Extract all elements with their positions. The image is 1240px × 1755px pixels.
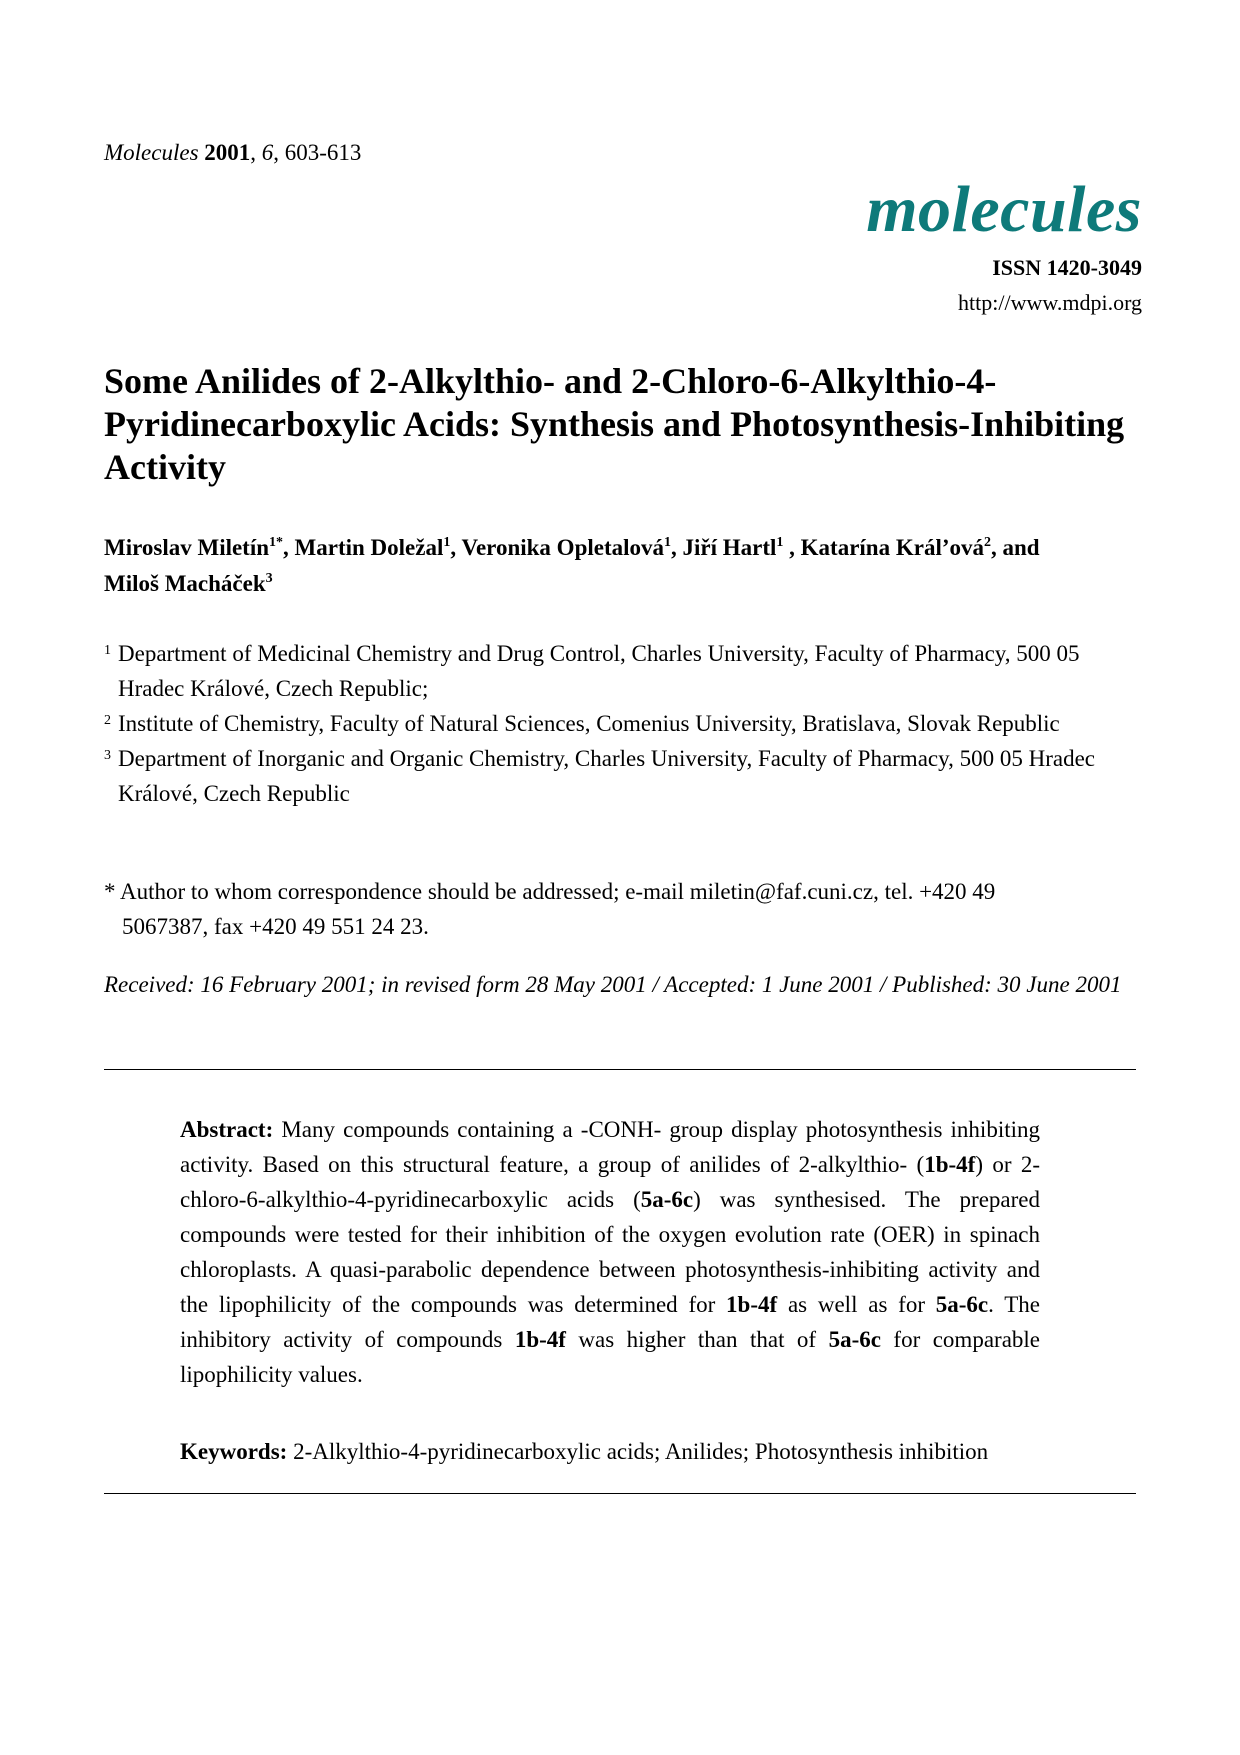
affiliation-number: 1: [104, 643, 111, 658]
affiliation-list: [104, 636, 1144, 811]
author: Jiří Hartl: [682, 535, 777, 560]
affiliation-text: Institute of Chemistry, Faculty of Natural Sciences, Comenius University, Bratislava, Slovak Republic: [118, 711, 1060, 736]
journal-url[interactable]: http://www.mdpi.org: [958, 290, 1142, 315]
author-separator: ,: [671, 535, 683, 560]
issn: ISSN 1420-3049: [992, 255, 1142, 280]
correspondence-line: * Author to whom correspondence should be addressed; e-mail miletin@faf.cuni.cz, tel. +420 49: [104, 879, 996, 904]
author: Veronika Opletalová: [461, 535, 665, 560]
compound-ref: 5a-6c: [640, 1187, 694, 1212]
correspondence-line: 5067387, fax +420 49 551 24 23.: [122, 914, 429, 939]
journal-year: 2001: [204, 140, 251, 165]
publication-dates: Received: 16 February 2001; in revised form 28 May 2001 / Accepted: 1 June 2001 / Published: 30 June 2001: [104, 972, 1122, 997]
abstract-text: was higher than that of: [565, 1327, 829, 1352]
journal-name: Molecules: [104, 140, 199, 165]
compound-ref: 1b-4f: [514, 1327, 566, 1352]
author-separator: ,: [450, 535, 462, 560]
author-separator: ,: [283, 535, 295, 560]
abstract-text: for comparable lipophilicity values.: [180, 1327, 1040, 1387]
journal-volume: 6: [261, 140, 274, 165]
affiliation: [104, 741, 1144, 811]
author-affiliation-marker: 1: [664, 535, 672, 550]
affiliation: [104, 636, 1144, 706]
abstract-text: . The inhibitory activity of compounds: [180, 1292, 1041, 1352]
divider: [104, 1493, 1136, 1494]
journal-pages: , 603-613: [273, 140, 362, 165]
author-separator: , and: [991, 535, 1040, 560]
keywords-label: Keywords:: [180, 1439, 288, 1464]
abstract-text: as well as for: [777, 1292, 936, 1317]
affiliation-number: 2: [104, 713, 111, 728]
author-affiliation-marker: 1: [443, 535, 451, 550]
author-affiliation-marker: 2: [984, 535, 991, 550]
compound-ref: 1b-4f: [924, 1152, 976, 1177]
abstract-text: Many compounds containing a -CONH- group display photosynthesis inhibiting activity. Based on this structural feature, a group of anilides of 2-alkylthio- (: [180, 1117, 1040, 1177]
abstract-text: ) was synthesised. The prepared compounds were tested for their inhibition of the oxygen evolution rate (OER) in spinach chloroplasts. A quasi-parabolic dependence between photosynthesis-inhibiting activity and the lipophilicity of the compounds was determined for: [180, 1187, 1040, 1317]
keywords-text: 2-Alkylthio-4-pyridinecarboxylic acids; Anilides; Photosynthesis inhibition: [287, 1439, 989, 1464]
author: Miroslav Miletín: [104, 535, 270, 560]
abstract-text: ) or 2-chloro-6-alkylthio-4-pyridinecarboxylic acids (: [180, 1152, 1040, 1212]
article-title: Some Anilides of 2-Alkylthio- and 2-Chloro-6-Alkylthio-4-Pyridinecarboxylic Acids: Synthesis and Photosynthesis-Inhibiting Activity: [104, 361, 1125, 487]
author-list: [104, 530, 1144, 602]
affiliation-text: Department of Medicinal Chemistry and Drug Control, Charles University, Faculty of Pharmacy, 500 05 Hradec Králové, Czech Republic;: [118, 641, 1080, 701]
divider: [104, 1069, 1136, 1070]
author-affiliation-marker: 1: [776, 535, 784, 550]
keywords: [180, 1434, 1080, 1469]
author: Martin Doležal: [294, 535, 444, 560]
compound-ref: 1b-4f: [726, 1292, 778, 1317]
author: Miloš Macháček: [104, 571, 266, 596]
abstract-label: Abstract:: [180, 1117, 274, 1142]
compound-ref: 5a-6c: [828, 1327, 881, 1352]
journal-citation: Molecules 2001, 6, 603-613: [104, 140, 362, 165]
compound-ref: 5a-6c: [935, 1292, 989, 1317]
author-affiliation-marker: 3: [265, 571, 273, 586]
author-separator: ,: [783, 535, 801, 560]
affiliation: [104, 706, 1144, 741]
abstract: [180, 1112, 1040, 1392]
affiliation-text: Department of Inorganic and Organic Chemistry, Charles University, Faculty of Pharmacy, 500 05 Hradec Králové, Czech Republic: [118, 746, 1096, 806]
correspondence-note: [104, 874, 1140, 944]
author: Katarína Král’ová: [800, 535, 984, 560]
affiliation-number: 3: [104, 748, 111, 763]
author-affiliation-marker: 1*: [269, 535, 284, 550]
journal-logo: molecules: [866, 173, 1142, 246]
